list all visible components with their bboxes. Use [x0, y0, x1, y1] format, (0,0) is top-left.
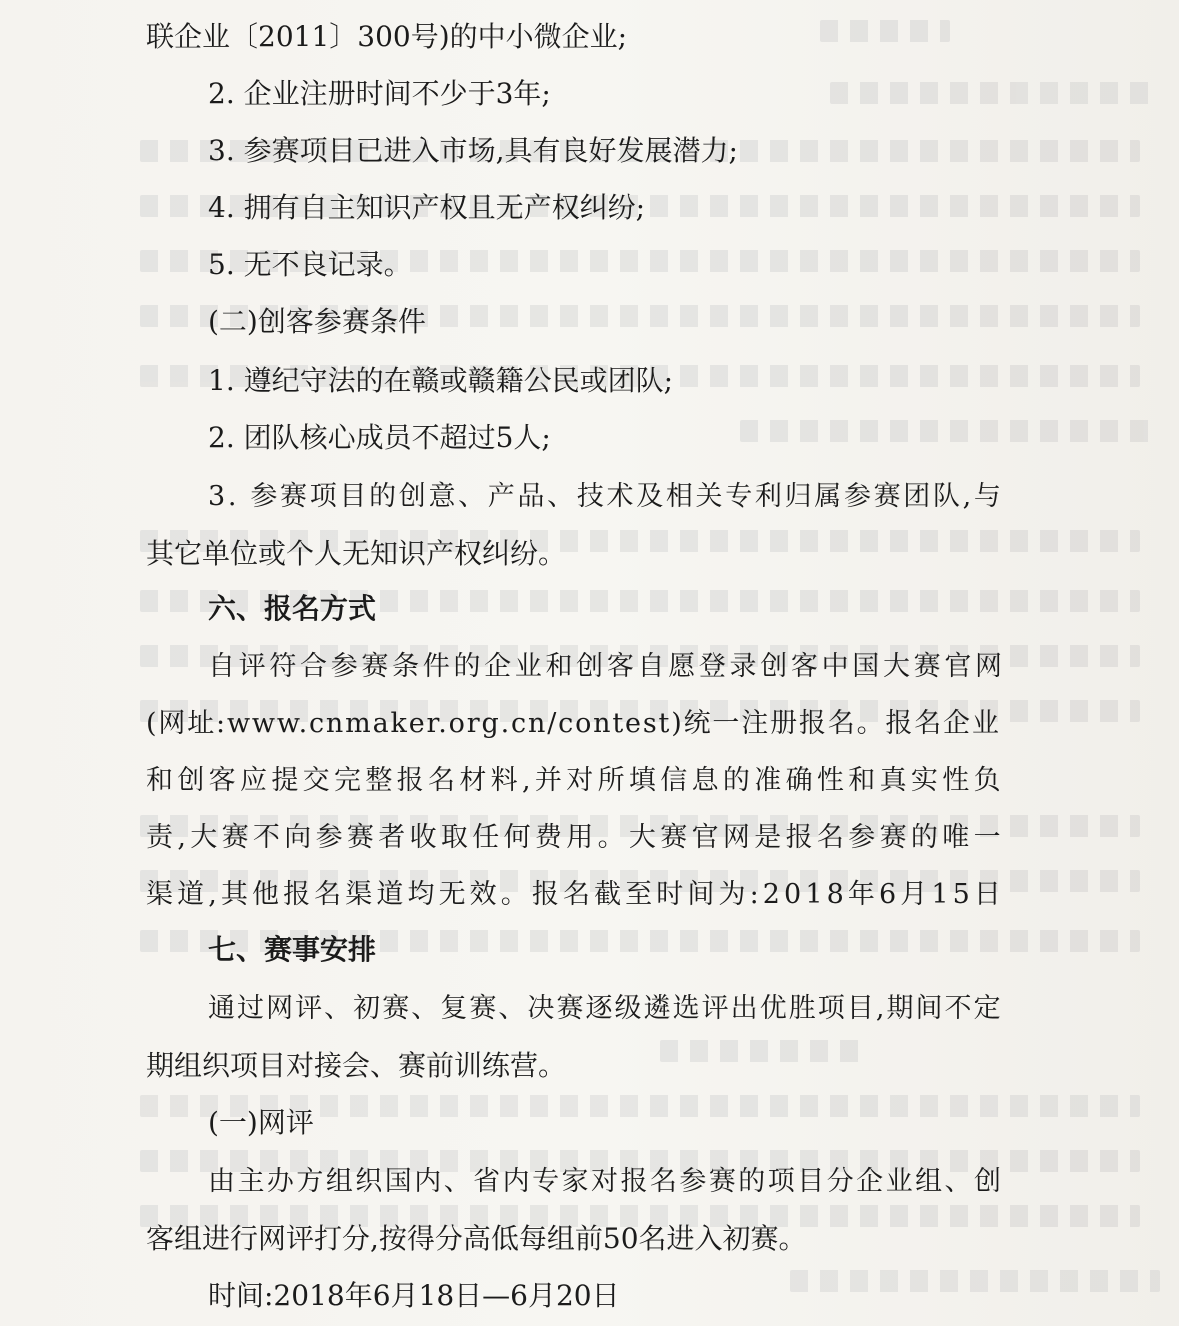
text-line-3: 3. 参赛项目已进入市场,具有良好发展潜力; — [208, 134, 738, 167]
text-line-2: 2. 企业注册时间不少于3年; — [208, 77, 551, 110]
text-line-21 — [208, 1165, 1028, 1199]
text-line-19: 期组织项目对接会、赛前训练营。 — [146, 1049, 567, 1082]
section-heading-registration: 六、报名方式 — [208, 592, 377, 625]
text-line-5: 5. 无不良记录。 — [208, 248, 412, 281]
text-line-14-content: 和创客应提交完整报名材料,并对所填信息的准确性和真实性负 — [146, 765, 1005, 796]
text-line-13-content: (网址:www.cnmaker.org.cn/contest)统一注册报名。报名企业 — [146, 708, 1001, 739]
section-heading-maker-conditions: (二)创客参赛条件 — [208, 305, 426, 338]
text-line-9 — [208, 480, 1028, 514]
text-line-9-content: 3. 参赛项目的创意、产品、技术及相关专利归属参赛团队,与 — [208, 481, 1004, 512]
text-line-22: 客组进行网评打分,按得分高低每组前50名进入初赛。 — [146, 1222, 807, 1255]
section-heading-online-review: (一)网评 — [208, 1106, 314, 1139]
text-line-14 — [146, 764, 1028, 798]
section-heading-schedule: 七、赛事安排 — [208, 933, 377, 966]
text-line-21-content: 由主办方组织国内、省内专家对报名参赛的项目分企业组、创 — [208, 1166, 1004, 1197]
text-line-1: 联企业〔2011〕300号)的中小微企业; — [146, 20, 628, 53]
text-line-4: 4. 拥有自主知识产权且无产权纠纷; — [208, 191, 646, 224]
text-line-16 — [146, 878, 1028, 912]
text-line-12 — [208, 650, 1028, 684]
text-line-10: 其它单位或个人无知识产权纠纷。 — [146, 537, 567, 570]
text-line-13 — [146, 707, 1028, 741]
text-line-23: 时间:2018年6月18日—6月20日 — [208, 1279, 620, 1312]
text-line-18 — [208, 992, 1028, 1026]
text-line-15 — [146, 821, 1028, 855]
text-line-18-content: 通过网评、初赛、复赛、决赛逐级遴选评出优胜项目,期间不定 — [208, 993, 1003, 1024]
text-line-8: 2. 团队核心成员不超过5人; — [208, 421, 551, 454]
text-line-16-content: 渠道,其他报名渠道均无效。报名截至时间为:2018年6月15日 — [146, 879, 1006, 910]
text-line-7: 1. 遵纪守法的在赣或赣籍公民或团队; — [208, 364, 674, 397]
text-line-12-content: 自评符合参赛条件的企业和创客自愿登录创客中国大赛官网 — [208, 651, 1006, 682]
text-line-15-content: 责,大赛不向参赛者收取任何费用。大赛官网是报名参赛的唯一 — [146, 822, 1005, 853]
